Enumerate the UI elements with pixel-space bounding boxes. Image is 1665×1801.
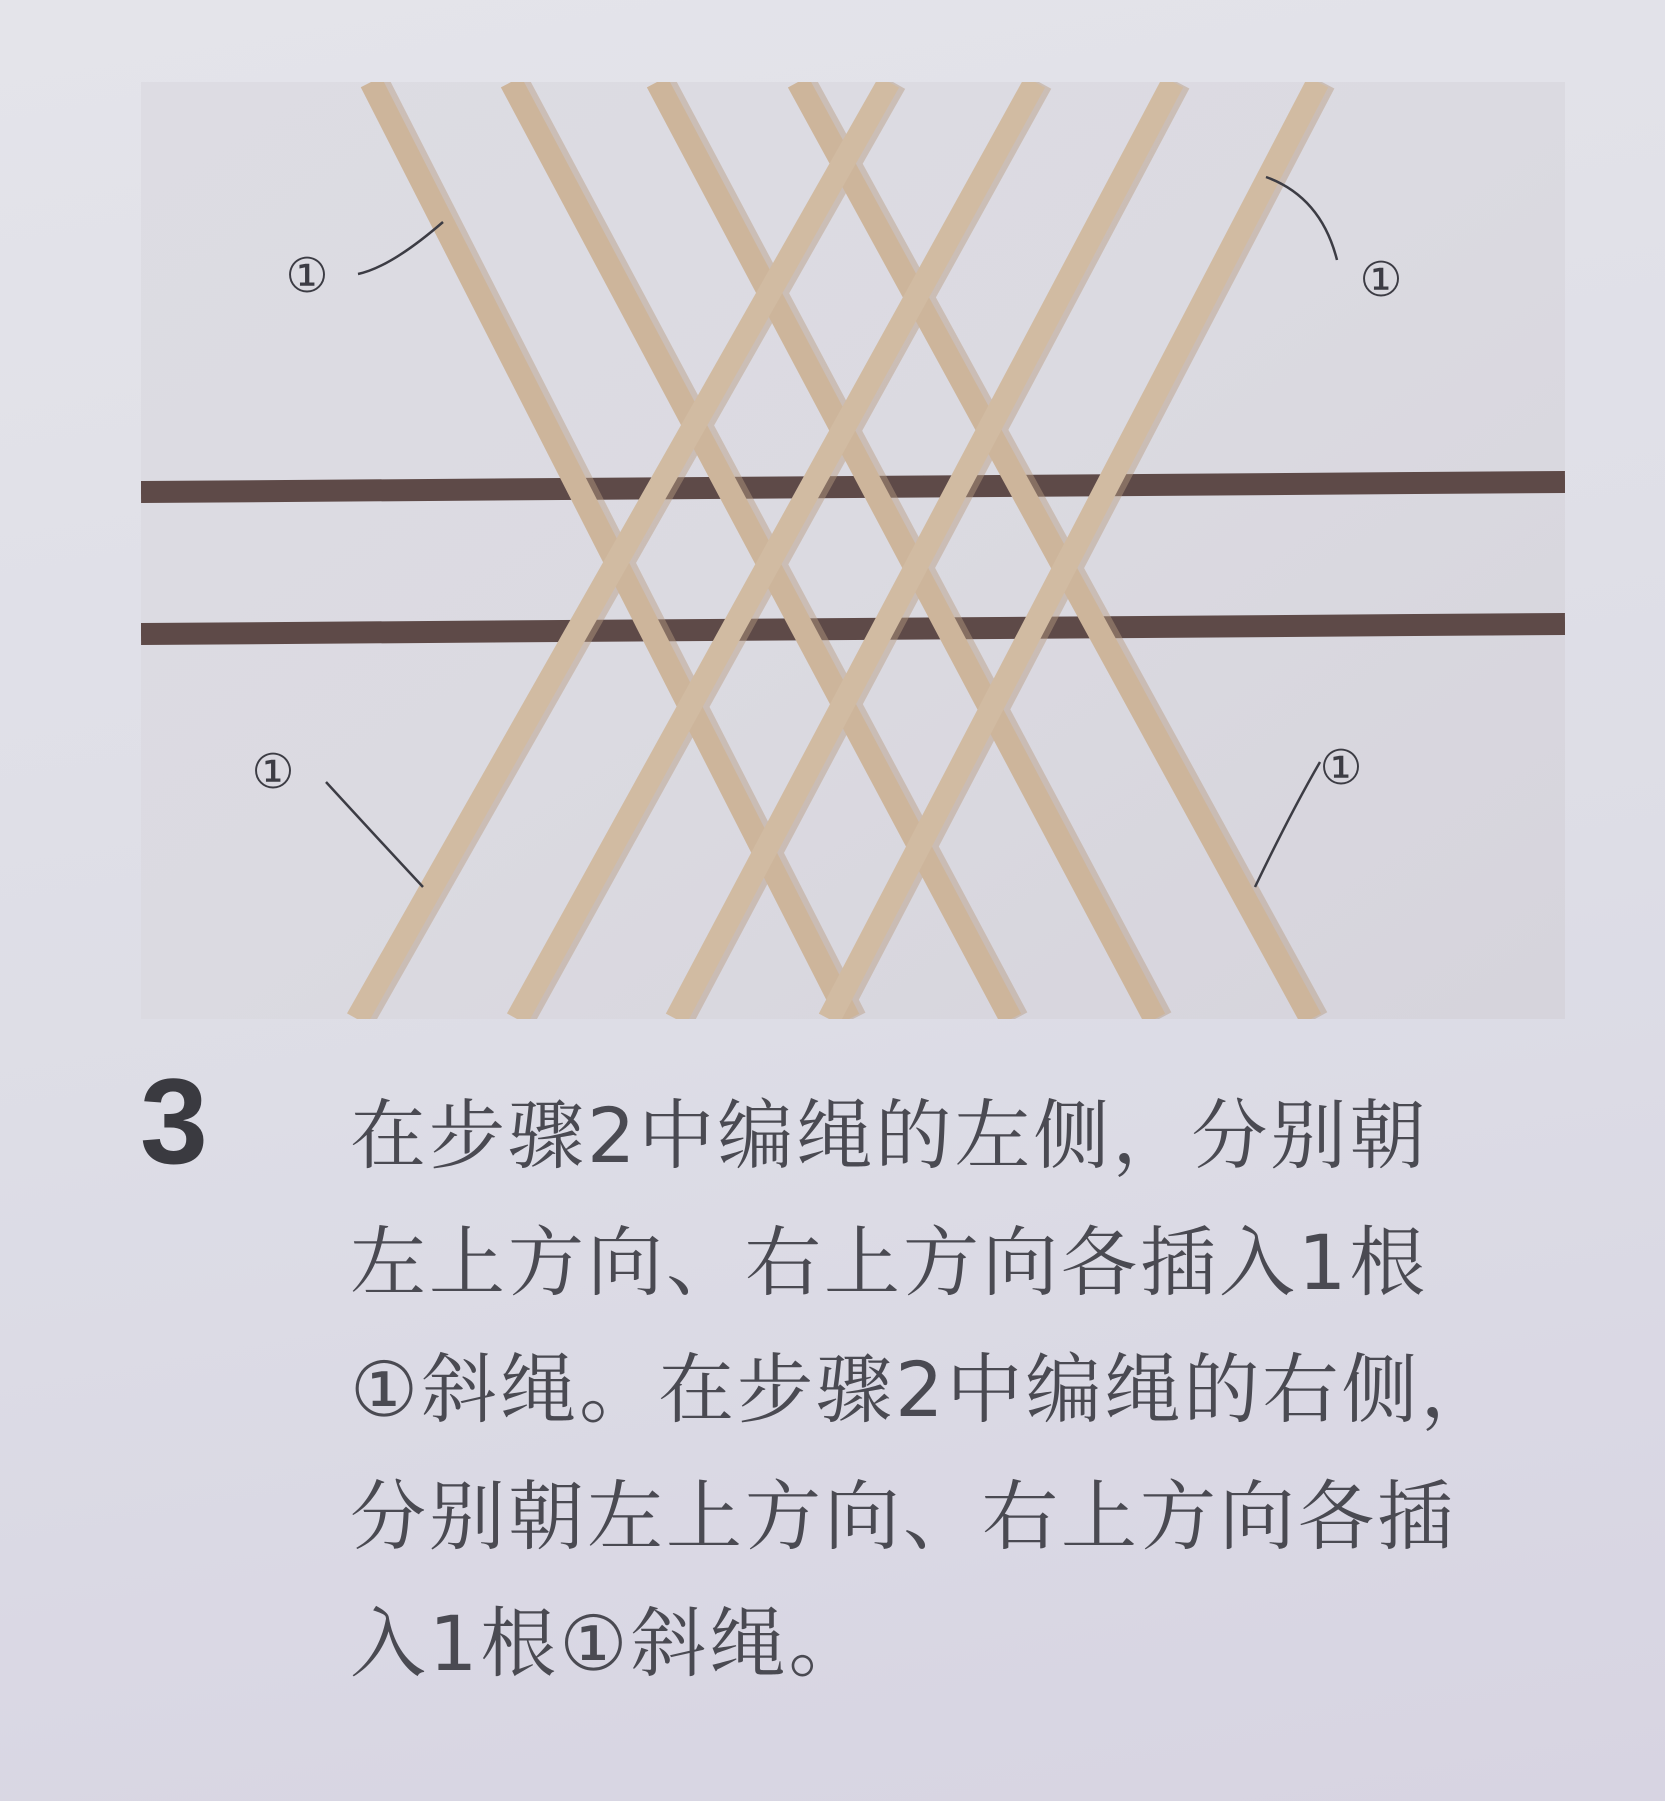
horizontal-rope-top — [141, 482, 1565, 492]
step-photo — [141, 82, 1565, 1019]
instruction-line: 分别朝左上方向、右上方向各插 — [350, 1472, 1456, 1561]
step-number: 3 — [140, 1053, 208, 1189]
callout-label-bottom-left: ① — [251, 744, 295, 800]
horizontal-rope-bottom — [141, 624, 1565, 634]
instruction-line: 在步骤2中编绳的左侧，分别朝 — [350, 1091, 1429, 1180]
instruction-line: ①斜绳。在步骤2中编绳的右侧， — [350, 1345, 1500, 1434]
callout-label-top-left: ① — [285, 248, 329, 304]
instruction-line: 左上方向、右上方向各插入1根 — [350, 1218, 1429, 1307]
photo-background — [141, 82, 1565, 1019]
step-instruction — [350, 1072, 1580, 1707]
callout-label-bottom-right: ① — [1319, 740, 1363, 796]
instruction-line: 入1根①斜绳。 — [350, 1599, 868, 1688]
callout-label-top-right: ① — [1359, 252, 1403, 308]
